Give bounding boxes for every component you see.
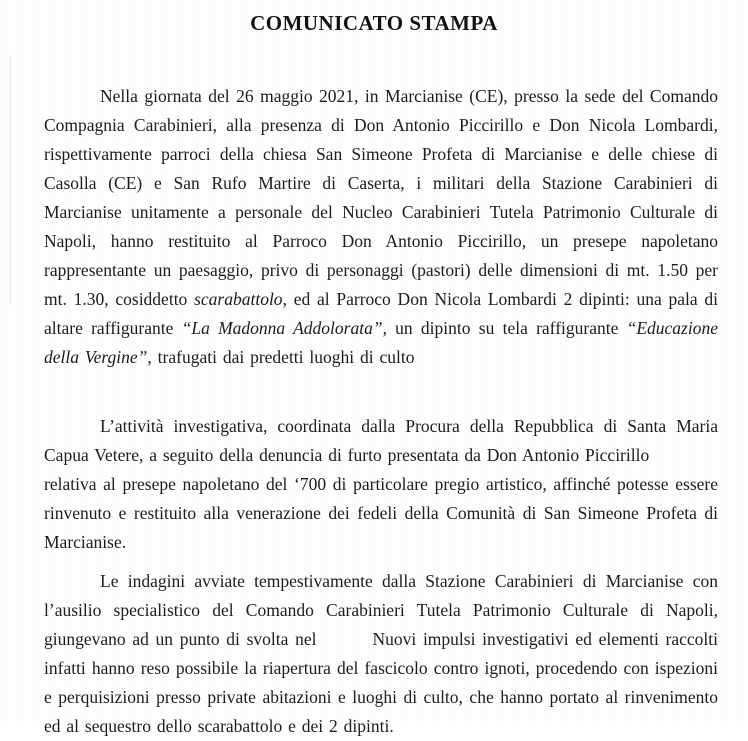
- redacted-gap: [317, 644, 373, 645]
- text-segment: trafugati dai predetti luoghi di culto: [151, 347, 415, 367]
- paragraph-investigation: [44, 412, 718, 557]
- page-title: COMUNICATO STAMPA: [250, 11, 498, 35]
- text-segment: relativa al presepe napoletano del ‘700 di particolare pregio artistico, affinché potesse essere rinvenuto e restituito alla venerazione dei fedeli della Comunità di San Simeone Profeta di Marcianise.: [44, 474, 718, 552]
- paragraph-restitution: [44, 82, 718, 372]
- scan-artifact-line: [9, 55, 11, 305]
- text-segment: Nuovi impulsi investigativi ed elementi raccolti infatti hanno reso possibile la riapertura del fascicolo contro ignoti, procedendo con ispezioni e perquisizioni presso private abitazioni e luoghi di culto, che hanno portato al rinvenimento ed al sequestro dello scarabattolo e dei 2 dipinti.: [44, 629, 718, 736]
- paragraphs: [44, 82, 718, 741]
- text-segment: , ed al Parroco Don Nicola Lombardi 2 dipinti: una pala di altare raffigurante: [44, 289, 719, 338]
- text-segment: “Educazione della Vergine”,: [44, 318, 718, 367]
- text-segment: L’attività investigativa, coordinata dalla Procura della Repubblica di Santa Maria Capua Vetere, a seguito della denuncia di furto presentata da Don Antonio Piccirillo: [44, 416, 718, 465]
- text-segment: “La Madonna Addolorata”: [181, 318, 383, 338]
- text-segment: Nella giornata del 26 maggio 2021, in Marcianise (CE), presso la sede del Comando Compagnia Carabinieri, alla presenza di Don Antonio Piccirillo e Don Nicola Lombardi, rispettivamente parroci della chiesa San Simeone Profeta di Marcianise e delle chiese di Casolla (CE) e San Rufo Martire di Caserta, i militari della Stazione Carabinieri di Marcianise unitamente a personale del Nucleo Carabinieri Tutela Patrimonio Culturale di Napoli, hanno restituito al Parroco Don Antonio Piccirillo, un presepe napoletano rappresentante un paesaggio, privo di personaggi (pastori) delle dimensioni di mt. 1.50 per mt. 1.30, cosiddetto: [44, 86, 718, 309]
- paragraph-searches: [44, 567, 718, 741]
- text-segment: Le indagini avviate tempestivamente dalla Stazione Carabinieri di Marcianise con l’ausilio specialistico del Comando Carabinieri Tutela Patrimonio Culturale di Napoli, giungevano ad un punto di svolta nel: [44, 571, 718, 649]
- text-segment: scarabattolo: [194, 289, 283, 309]
- text-segment: , un dipinto su tela raffigurante: [382, 318, 627, 338]
